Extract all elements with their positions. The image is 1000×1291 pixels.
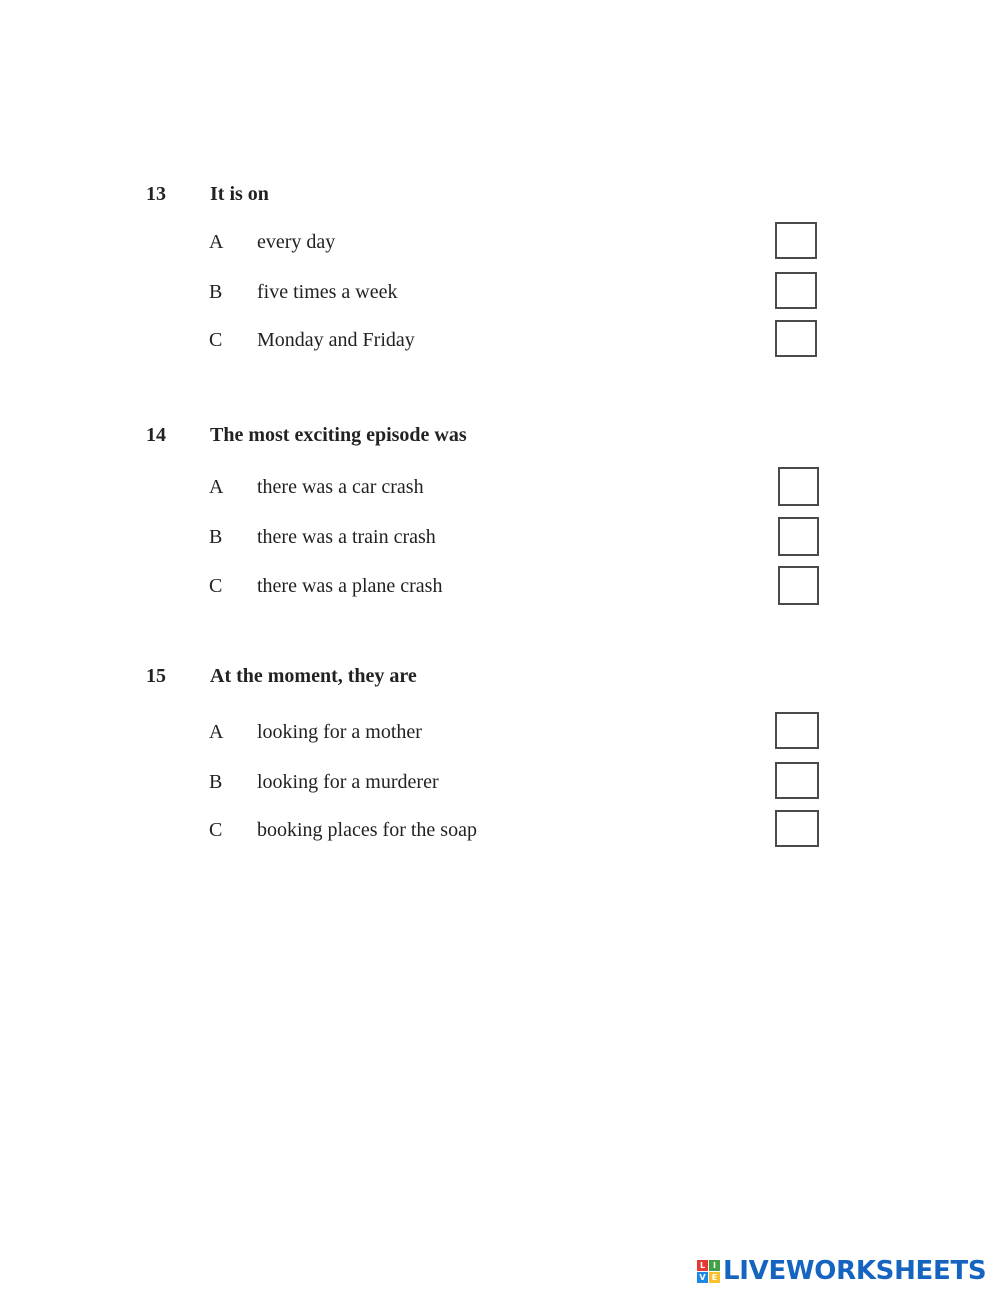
logo-mark-icon bbox=[697, 1260, 720, 1283]
question-stem: At the moment, they are bbox=[210, 665, 417, 687]
logo-mark-letter: V bbox=[697, 1272, 708, 1283]
option-15-b bbox=[0, 762, 1000, 802]
answer-checkbox-15-a[interactable] bbox=[775, 712, 819, 749]
option-letter: C bbox=[209, 575, 223, 597]
question-header bbox=[0, 421, 1000, 449]
option-13-a bbox=[0, 222, 1000, 262]
option-15-a bbox=[0, 712, 1000, 752]
option-letter: C bbox=[209, 329, 223, 351]
answer-checkbox-13-b[interactable] bbox=[775, 272, 817, 309]
question-number: 14 bbox=[146, 424, 166, 446]
option-letter: A bbox=[209, 476, 224, 498]
logo-mark-letter: E bbox=[709, 1272, 720, 1283]
answer-checkbox-14-b[interactable] bbox=[778, 517, 819, 556]
answer-checkbox-13-a[interactable] bbox=[775, 222, 817, 259]
answer-checkbox-13-c[interactable] bbox=[775, 320, 817, 357]
answer-checkbox-14-a[interactable] bbox=[778, 467, 819, 506]
question-number: 13 bbox=[146, 183, 166, 205]
answer-checkbox-15-c[interactable] bbox=[775, 810, 819, 847]
option-13-c bbox=[0, 320, 1000, 360]
option-text: looking for a murderer bbox=[257, 771, 439, 793]
answer-checkbox-15-b[interactable] bbox=[775, 762, 819, 799]
logo-mark-letter: I bbox=[709, 1260, 720, 1271]
option-letter: C bbox=[209, 819, 223, 841]
logo-text: LIVEWORKSHEETS bbox=[723, 1256, 987, 1286]
option-text: there was a plane crash bbox=[257, 575, 443, 597]
question-header bbox=[0, 662, 1000, 690]
option-13-b bbox=[0, 272, 1000, 312]
option-text: Monday and Friday bbox=[257, 329, 415, 351]
question-header bbox=[0, 180, 1000, 208]
option-letter: B bbox=[209, 771, 223, 793]
option-letter: A bbox=[209, 721, 224, 743]
option-14-c bbox=[0, 566, 1000, 606]
option-text: every day bbox=[257, 231, 336, 253]
question-stem: The most exciting episode was bbox=[210, 424, 467, 446]
option-text: booking places for the soap bbox=[257, 819, 477, 841]
logo-mark-letter: L bbox=[697, 1260, 708, 1271]
answer-checkbox-14-c[interactable] bbox=[778, 566, 819, 605]
option-text: there was a train crash bbox=[257, 526, 436, 548]
option-text: looking for a mother bbox=[257, 721, 422, 743]
option-text: five times a week bbox=[257, 281, 398, 303]
question-number: 15 bbox=[146, 665, 166, 687]
liveworksheets-logo bbox=[697, 1256, 986, 1286]
question-stem: It is on bbox=[210, 183, 269, 205]
option-letter: B bbox=[209, 281, 223, 303]
option-letter: A bbox=[209, 231, 224, 253]
option-text: there was a car crash bbox=[257, 476, 424, 498]
option-14-b bbox=[0, 517, 1000, 557]
option-letter: B bbox=[209, 526, 223, 548]
option-15-c bbox=[0, 810, 1000, 850]
option-14-a bbox=[0, 467, 1000, 507]
